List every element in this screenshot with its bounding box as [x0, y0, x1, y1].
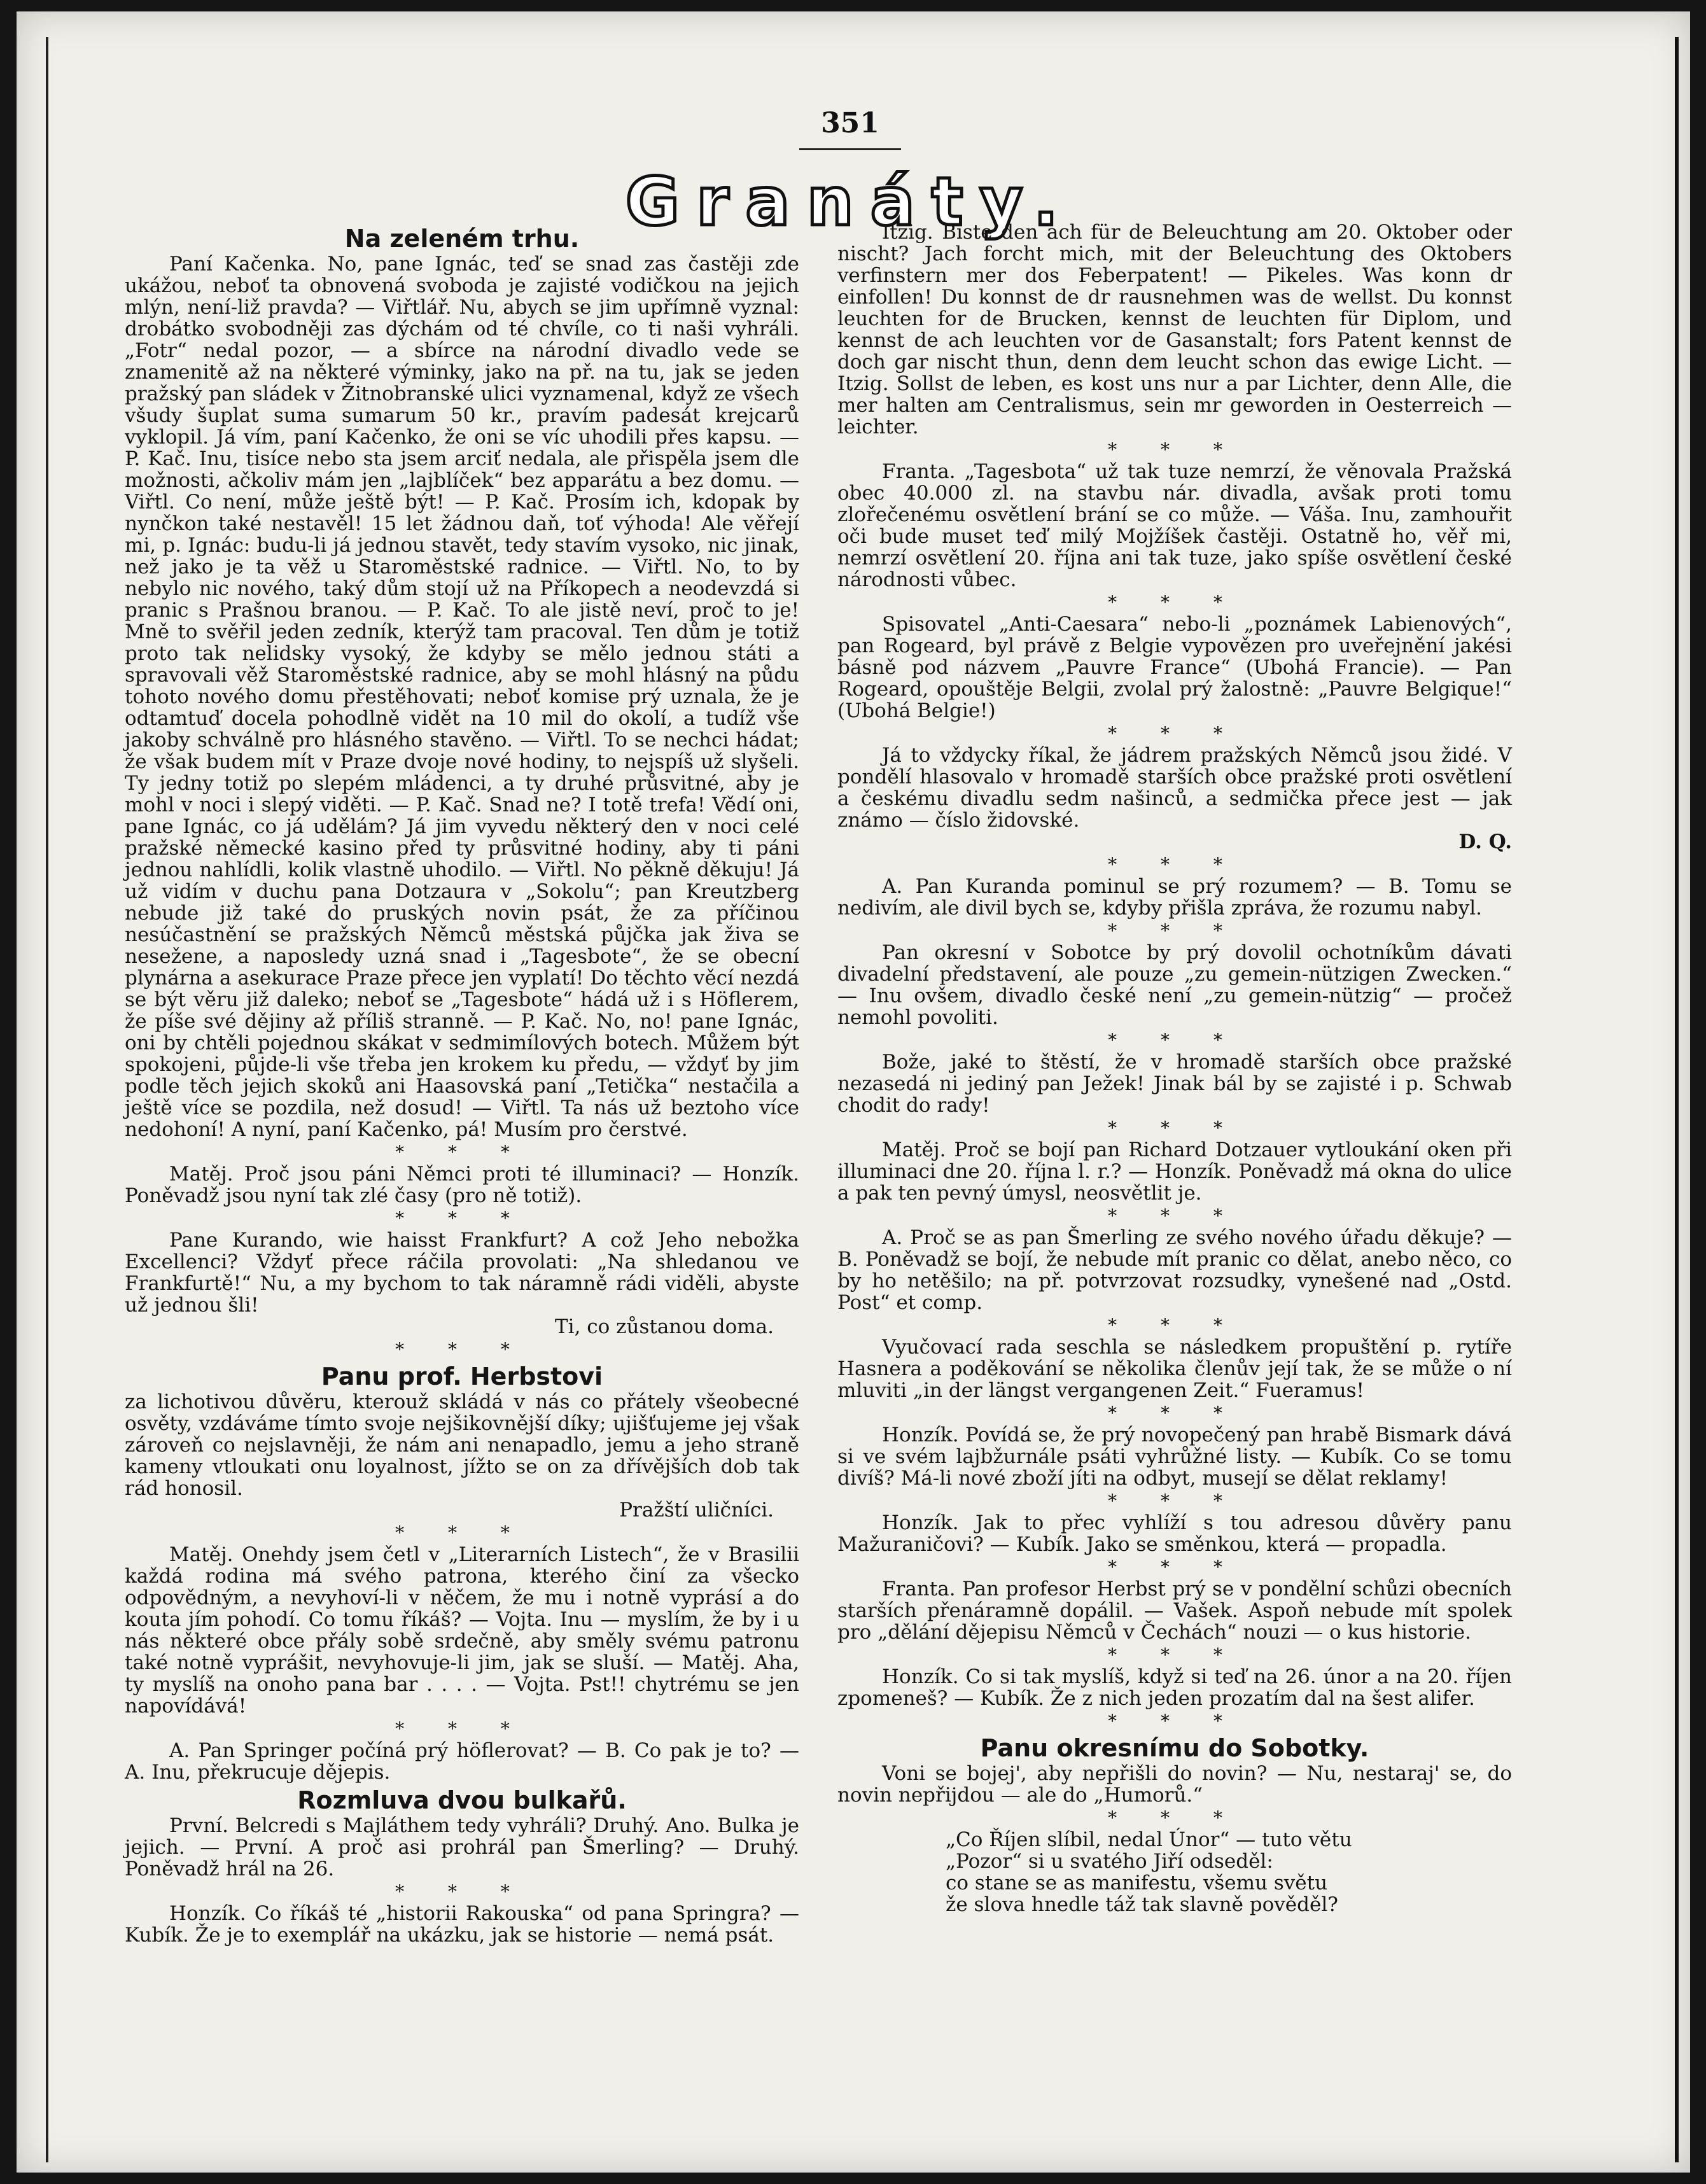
article-paragraph: Bože, jaké to štěstí, že v hromadě starších obce pražské nezasedá ni jediný pan Ježek! Jinak bál by se zajisté i p. Schwab chodit do rady! — [837, 1051, 1512, 1117]
article-heading: Panu okresnímu do Sobotky. — [980, 1734, 1369, 1762]
section-separator: * * * — [1108, 920, 1241, 941]
article-paragraph: A. Proč se as pan Šmerling ze svého nového úřadu děkuje? — B. Poněvadž se bojí, že nebude mít pranic co dělat, anebo něco, co by ho netěšilo; na př. potvrzovat rozsudky, vynešené nad „Ostd. Post“ et comp. — [837, 1226, 1512, 1314]
article-paragraph: Itzig. Biste den ach für de Beleuchtung am 20. Oktober oder nischt? Jach forcht mich, mit der Beleuchtung des Oktobers verfinstern mer dos Feberpatent! — Pikeles. Was konn dr einfollen! Du konnst de dr rausnehmen was de wellst. Du konnst leuchten for de Brucken, kennst de leuchten für Diplom, und kennst de ach leuchten vor de Gasanstalt; fors Patent kennst de doch gar nischt thun, denn dem leucht schon das ewige Licht. — Itzig. Sollst de leben, es kost uns nur a par Lichter, denn Alle, die mer halten am Centralismus, sein mr geworden in Oesterreich — leichter. — [837, 221, 1512, 438]
section-separator: * * * — [395, 1208, 529, 1229]
section-separator: * * * — [1108, 854, 1241, 875]
article-paragraph: A. Pan Kuranda pominul se prý rozumem? — B. Tomu se nedivím, ale divil bych se, kdyby přišla zpráva, že rozumu nabyl. — [837, 875, 1512, 920]
article-paragraph: Honzík. Co si tak myslíš, když si teď na 26. únor a na 20. říjen zpomeneš? — Kubík. Že z nich jeden prozatím dal na šest alifer. — [837, 1665, 1512, 1710]
section-separator: * * * — [1108, 439, 1241, 460]
article-paragraph: Spisovatel „Anti-Caesara“ nebo-li „poznámek Labienových“, pan Rogeard, byl právě z Belgie vypovězen pro uveřejnění jakési básně pod názvem „Pauvre France“ (Ubohá Francie). — Pan Rogeard, opouštěje Belgii, zvolal prý žalostně: „Pauvre Belgique!“ (Ubohá Belgie!) — [837, 613, 1512, 722]
section-separator: * * * — [1108, 1644, 1241, 1665]
section-separator: * * * — [1108, 1030, 1241, 1051]
left-column — [125, 221, 799, 1946]
poem-line: „Pozor“ si u svatého Jiří odseděl: — [946, 1850, 1273, 1873]
article-heading: Rozmluva dvou bulkařů. — [297, 1786, 627, 1814]
article-signature: Ti, co zůstanou doma. — [554, 1315, 774, 1338]
page-number: 351 — [821, 107, 879, 139]
article-paragraph: Honzík. Co říkáš té „historii Rakouska“ od pana Springra? — Kubík. Že je to exemplář na ukázku, jak se historie — nemá psát. — [125, 1902, 799, 1947]
left-margin-rule — [46, 37, 48, 2162]
section-separator: * * * — [1108, 723, 1241, 744]
page-number-underline — [799, 148, 901, 150]
right-column — [837, 221, 1512, 1915]
section-separator: * * * — [395, 1522, 529, 1543]
article-paragraph: Matěj. Proč se bojí pan Richard Dotzauer vytloukání oken při illuminaci dne 20. října l. r.? — Honzík. Poněvadž má okna do ulice a pak ten pevný úmysl, neosvětlit je. — [837, 1138, 1512, 1205]
article-paragraph: Franta. Pan profesor Herbst prý se v pondělní schůzi obecních starších přenáramně dopálil. — Vašek. Aspoň nebude mít spolek pro „dělání dějepisu Němců v Čechách“ nouzi — o kus historie. — [837, 1578, 1512, 1644]
article-paragraph: Matěj. Onehdy jsem četl v „Literarních Listech“, že v Brasilii každá rodina má svého patrona, kterého činí za všecko odpovědným, a nevyhoví-li v něčem, že mu i notně vyprásí a do kouta jím pohodí. Co tomu říkáš? — Vojta. Inu — myslím, že by i u nás některé obce přály sobě srdečně, aby směly svému patronu také notně vyprášit, nevyhovuje-li jim, jak se sluší. — Matěj. Aha, ty myslíš na onoho pana bar . . . . — Vojta. Pst!! chytrému se jen napovídává! — [125, 1543, 799, 1718]
article-signature: Pražští uličníci. — [619, 1499, 774, 1522]
section-separator: * * * — [1108, 1117, 1241, 1138]
right-margin-rule — [1675, 37, 1679, 2162]
section-separator: * * * — [1108, 1403, 1241, 1424]
article-paragraph: Franta. „Tagesbota“ už tak tuze nemrzí, že věnovala Pražská obec 40.000 zl. na stavbu nár. divadla, avšak proti tomu zlořečenému osvětlení brání se co může. — Váša. Inu, zamhouřit oči bude muset teď milý Mojžíšek častěji. Ostatně ho, věř mi, nemrzí osvětlení 20. října ani tak tuze, jako spíše osvětlení české národnosti vůbec. — [837, 460, 1512, 591]
section-separator: * * * — [1108, 1557, 1241, 1578]
masthead-title: Granáty. — [625, 163, 1075, 241]
article-paragraph: Honzík. Jak to přec vyhlíží s tou adresou důvěry panu Mažuraničovi? — Kubík. Jako se směnkou, která — propadla. — [837, 1511, 1512, 1556]
article-paragraph: za lichotivou důvěru, kterouž skládá v nás co přátely všeobecné osvěty, vzdáváme tímto svoje nejšikovnější díky; ujišťujeme jej však zároveň co nejslavněji, že nám ani nenapadlo, jemu a jeho straně kameny vtloukati onu loyalnost, jížto se on za dřívějších dob tak rád honosil. — [125, 1390, 799, 1500]
section-separator: * * * — [1108, 1315, 1241, 1336]
section-separator: * * * — [1108, 592, 1241, 613]
section-separator: * * * — [395, 1339, 529, 1360]
section-separator: * * * — [395, 1718, 529, 1739]
article-paragraph: První. Belcredi s Majláthem tedy vyhráli? Druhý. Ano. Bulka je jejich. — První. A proč asi prohrál pan Šmerling? — Druhý. Poněvadž hrál na 26. — [125, 1814, 799, 1880]
section-separator: * * * — [395, 1142, 529, 1163]
newspaper-page — [17, 11, 1690, 2173]
section-separator: * * * — [1108, 1711, 1241, 1732]
article-paragraph: Matěj. Proč jsou páni Němci proti té illuminaci? — Honzík. Poněvadž jsou nyní tak zlé časy (pro ně totiž). — [125, 1163, 799, 1207]
poem-line: že slova hnedle táž tak slavně pověděl? — [946, 1893, 1338, 1916]
article-paragraph: Já to vždycky říkal, že jádrem pražských Němců jsou židé. V pondělí hlasovalo v hromadě starších obce pražské proti osvětlení a českému divadlu sedm našinců, a sedmička přece jest — jak známo — číslo židovské. — [837, 744, 1512, 832]
signature-line — [837, 831, 1512, 853]
section-separator: * * * — [1108, 1490, 1241, 1511]
article-heading: Na zeleném trhu. — [344, 225, 580, 253]
article-paragraph: Pane Kurando, wie haisst Frankfurt? A což Jeho nebožka Excellenci? Vždyť přece ráčila provolati: „Na shledanou ve Frankfurtě!“ Nu, a my bychom to tak náramně rádi viděli, abyste už jednou šli! — [125, 1229, 799, 1317]
article-paragraph: Vyučovací rada seschla se následkem propuštění p. rytíře Hasnera a poděkování se několika členův její tak, že se může o ní mluviti „in der längst vergangenen Zeit.“ Fueramus! — [837, 1336, 1512, 1402]
poem-line: „Co Říjen slíbil, nedal Únor“ — tuto větu — [946, 1828, 1352, 1851]
article-heading: Panu prof. Herbstovi — [321, 1362, 603, 1390]
article-paragraph: Paní Kačenka. No, pane Ignác, teď se snad zas častěji zde ukážou, neboť ta obnovená svoboda je zajisté vodičkou na jejich mlýn, není-liž pravda? — Viřtlář. Nu, abych se jim upřímně vyznal: drobátko svobodněji zas dýchám od té chvíle, co ti naši vyhráli. „Fotr“ nedal pozor, — a sbírce na národní divadlo vede se znamenitě až na některé výminky, jako na př. na tu, jak se jeden pražský pan sládek v Žitnobranské ulici vyznamenal, když ze všech všudy šuplat suma sumarum 50 kr., pravím padesát krejcarů vyklopil. Já vím, paní Kačenko, že oni se víc uhodili přes kapsu. — P. Kač. Inu, tisíce nebo sta jsem arciť nedala, ale přispěla jsem dle možnosti, ačkoliv mám jen „lajblíček“ bez apparátu a bez domu. — Viřtl. Co není, může ještě být! — P. Kač. Prosím ich, kdopak by nynčkon také nestavěl! 15 let žádnou daň, toť výhoda! Ale věřejí mi, p. Ignác: budu-li já jednou stavět, tedy stavím vysoko, nic jinak, než jako je ta věž u Staroměstské radnice. — Viřtl. No, to by nebylo nic nového, taký dům stojí už na Příkopech a neodevzdá si pranic s Prašnou branou. — P. Kač. To ale jistě neví, proč to je! Mně to svěřil jeden zedník, kterýž tam pracoval. Ten dům je totiž proto tak nelidsky vysoký, že kdyby se mělo jednou státi a spravovali věž Staroměstské radnice, aby se mohl hlásný na půdu tohoto nového domu přestěhovati; neboť komise prý uznala, že je odtamtuď docela pohodlně vidět na 10 mil do okolí, a tudíž vše jakoby schválně pro hlásného stavěno. — Viřtl. To se nechci hádat; že však budem mít v Praze dvoje nové hodiny, to nejspíš už slyšeli. Ty jedny totiž po slepém mládenci, a ty druhé průsvitné, aby je mohl v noci i slepý viděti. — P. Kač. Snad ne? I totě trefa! Vědí oni, pane Ignác, co já udělám? Já jim vyvedu některý den v noci celé pražské německé kasino před ty průsvitné hodiny, aby ti páni jednou nahlídli, kolik vlastně uhodilo. — Viřtl. No pěkně děkuju! Já už vidím v duchu pana Dotzaura v „Sokolu“; pan Kreutzberg nebude již také do pruských novin psát, že za příčinou nesúčastnění se pražských Němců městská půjčka jak živa se nesežene, a naposledy uzná snad i „Tagesbote“, že se obecní plynárna a asekurace Praze přece jen vyplatí! Do těchto věcí nezdá se být věru již daleko; neboť se „Tagesbote“ hádá už i s Höflerem, že píše své dějiny až příliš stranně. — P. Kač. No, no! pane Ignác, oni by chtěli pojednou skákat v sedmimílových botech. Můžem být spokojeni, půjde-li vše třeba jen krokem ku předu, — vždyť by jim podle těch jejich skoků ani Haasovská paní „Tetička“ nestačila a ještě více se pozdila, než dosud! — Viřtl. Ta nás už beztoho více nedohoní! A nyní, paní Kačenko, pá! Musím pro čerstvé. — [125, 253, 799, 1141]
poem-line: co stane se as manifestu, všemu světu — [946, 1872, 1328, 1894]
article-paragraph: Pan okresní v Sobotce by prý dovolil ochotníkům dávati divadelní představení, ale pouze „zu gemein-nützigen Zwecken.“ — Inu ovšem, divadlo české není „zu gemein-nützig“ — pročež nemohl povoliti. — [837, 941, 1512, 1029]
article-paragraph: A. Pan Springer počíná prý höflerovat? — B. Co pak je to? — A. Inu, překrucuje dějepis. — [125, 1739, 799, 1784]
article-paragraph: Voni se bojej', aby nepřišli do novin? — Nu, nestaraj' se, do novin nepřijdou — ale do „Humorů.“ — [837, 1762, 1512, 1807]
article-paragraph: Honzík. Povídá se, že prý novopečený pan hrabě Bismark dává si ve svém lajbžurnále psáti vyhrůžné listy. — Kubík. Co se tomu divíš? Má-li nové zboží jíti na odbyt, musejí se dělat reklamy! — [837, 1424, 1512, 1490]
article-signature: D. Q. — [1458, 830, 1512, 853]
section-separator: * * * — [1108, 1205, 1241, 1226]
section-separator: * * * — [1108, 1807, 1241, 1828]
section-separator: * * * — [395, 1881, 529, 1902]
